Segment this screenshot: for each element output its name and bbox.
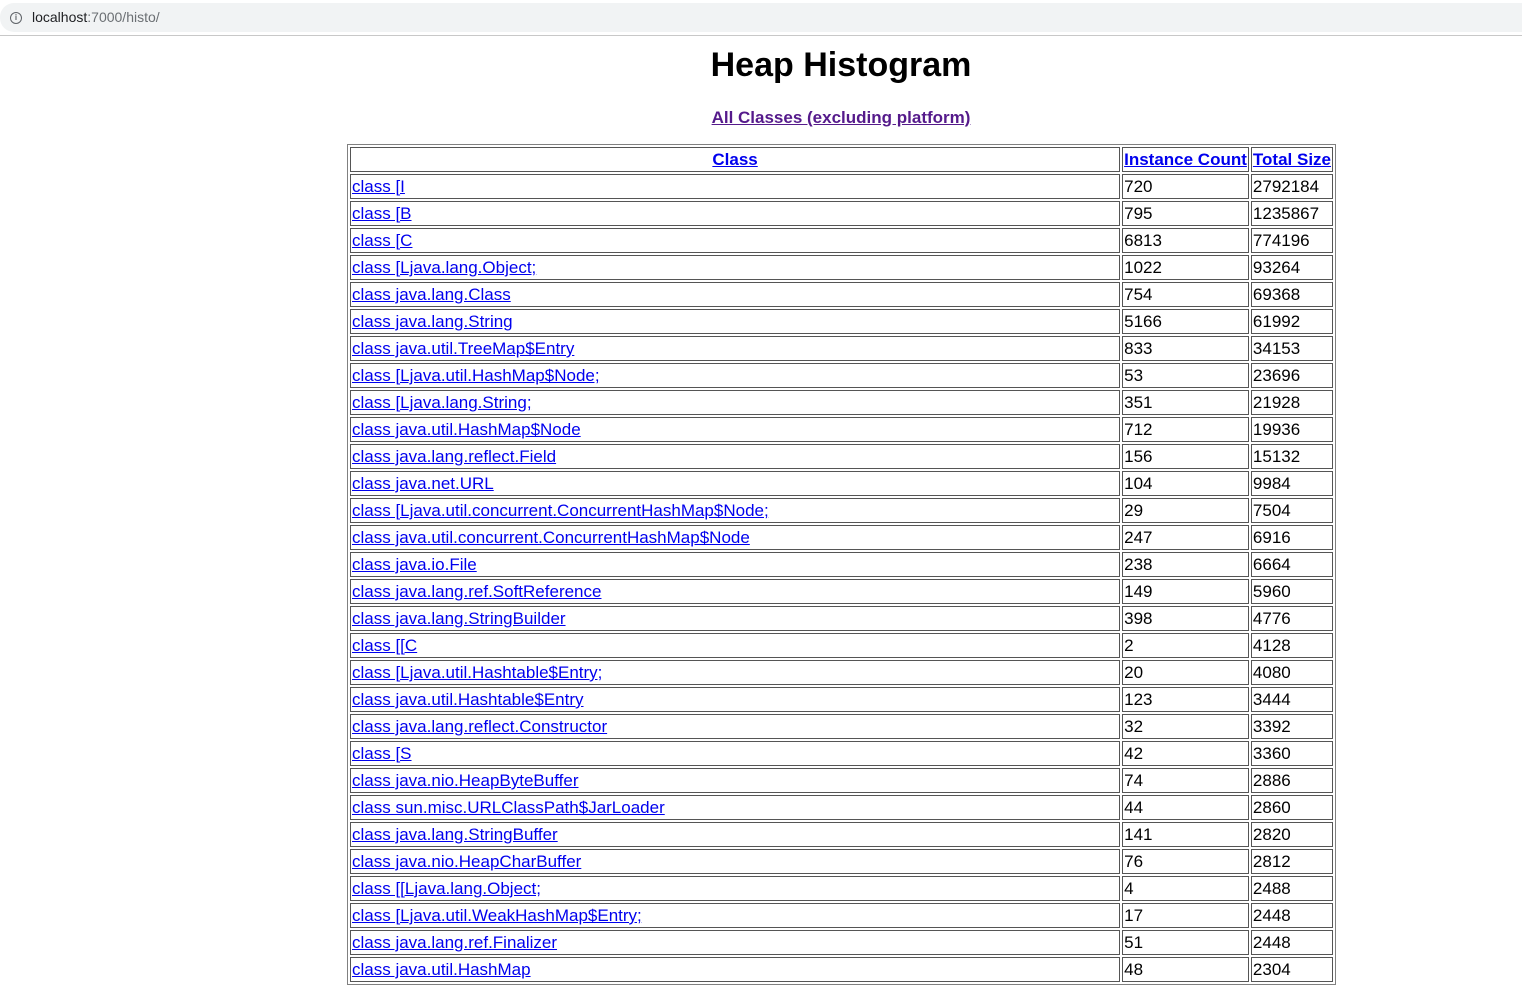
table-row	[350, 525, 1333, 550]
total-size-cell: 6916	[1251, 525, 1333, 550]
class-cell	[350, 363, 1120, 388]
class-cell	[350, 606, 1120, 631]
sort-by-total-size-link[interactable]: Total Size	[1252, 150, 1331, 169]
total-size-cell: 61992	[1251, 309, 1333, 334]
table-row	[350, 336, 1333, 361]
total-size-cell: 19936	[1251, 417, 1333, 442]
instance-count-cell: 4	[1122, 876, 1249, 901]
class-cell	[350, 903, 1120, 928]
instance-count-cell: 17	[1122, 903, 1249, 928]
class-cell	[350, 174, 1120, 199]
class-link[interactable]: class [Ljava.lang.String;	[352, 393, 532, 412]
column-header-instance-count	[1122, 147, 1249, 172]
class-cell	[350, 741, 1120, 766]
class-link[interactable]: class java.util.HashMap$Node	[352, 420, 581, 439]
table-row	[350, 606, 1333, 631]
total-size-cell: 5960	[1251, 579, 1333, 604]
total-size-cell: 34153	[1251, 336, 1333, 361]
class-link[interactable]: class sun.misc.URLClassPath$JarLoader	[352, 798, 665, 817]
table-row	[350, 390, 1333, 415]
browser-address-bar	[0, 0, 1522, 36]
instance-count-cell: 238	[1122, 552, 1249, 577]
instance-count-cell: 712	[1122, 417, 1249, 442]
class-link[interactable]: class java.lang.StringBuilder	[352, 609, 566, 628]
class-link[interactable]: class java.lang.reflect.Constructor	[352, 717, 608, 736]
class-link[interactable]: class java.lang.String	[352, 312, 513, 331]
instance-count-cell: 5166	[1122, 309, 1249, 334]
class-cell	[350, 822, 1120, 847]
class-link[interactable]: class [Ljava.util.HashMap$Node;	[352, 366, 600, 385]
class-link[interactable]: class [C	[352, 231, 413, 250]
instance-count-cell: 29	[1122, 498, 1249, 523]
class-link[interactable]: class java.net.URL	[352, 474, 494, 493]
class-cell	[350, 849, 1120, 874]
instance-count-cell: 44	[1122, 795, 1249, 820]
table-row	[350, 417, 1333, 442]
table-row	[350, 795, 1333, 820]
class-cell	[350, 957, 1120, 982]
class-link[interactable]: class java.lang.ref.SoftReference	[352, 582, 602, 601]
class-cell	[350, 768, 1120, 793]
instance-count-cell: 20	[1122, 660, 1249, 685]
total-size-cell: 3444	[1251, 687, 1333, 712]
table-row	[350, 849, 1333, 874]
table-row	[350, 687, 1333, 712]
instance-count-cell: 156	[1122, 444, 1249, 469]
class-cell	[350, 498, 1120, 523]
class-link[interactable]: class java.util.HashMap	[352, 960, 531, 979]
total-size-cell: 1235867	[1251, 201, 1333, 226]
url-host: localhost	[32, 9, 88, 25]
class-link[interactable]: class [B	[352, 204, 412, 223]
total-size-cell: 6664	[1251, 552, 1333, 577]
table-row	[350, 363, 1333, 388]
class-link[interactable]: class java.lang.Class	[352, 285, 511, 304]
url-path: :7000/histo/	[87, 9, 160, 25]
total-size-cell: 23696	[1251, 363, 1333, 388]
table-row	[350, 930, 1333, 955]
class-cell	[350, 201, 1120, 226]
class-link[interactable]: class java.nio.HeapCharBuffer	[352, 852, 582, 871]
class-link[interactable]: class java.util.TreeMap$Entry	[352, 339, 575, 358]
total-size-cell: 15132	[1251, 444, 1333, 469]
instance-count-cell: 2	[1122, 633, 1249, 658]
total-size-cell: 21928	[1251, 390, 1333, 415]
class-cell	[350, 444, 1120, 469]
class-cell	[350, 714, 1120, 739]
table-row	[350, 552, 1333, 577]
class-cell	[350, 660, 1120, 685]
class-link[interactable]: class [Ljava.lang.Object;	[352, 258, 537, 277]
total-size-cell: 2448	[1251, 903, 1333, 928]
total-size-cell: 3360	[1251, 741, 1333, 766]
instance-count-cell: 141	[1122, 822, 1249, 847]
instance-count-cell: 398	[1122, 606, 1249, 631]
instance-count-cell: 833	[1122, 336, 1249, 361]
class-cell	[350, 255, 1120, 280]
instance-count-cell: 351	[1122, 390, 1249, 415]
class-link[interactable]: class [[C	[352, 636, 418, 655]
class-link[interactable]: class [[Ljava.lang.Object;	[352, 879, 541, 898]
table-row	[350, 309, 1333, 334]
table-row	[350, 660, 1333, 685]
class-cell	[350, 228, 1120, 253]
table-row	[350, 255, 1333, 280]
instance-count-cell: 6813	[1122, 228, 1249, 253]
instance-count-cell: 795	[1122, 201, 1249, 226]
class-cell	[350, 471, 1120, 496]
heap-histogram-table	[347, 144, 1336, 985]
class-link[interactable]: class [I	[352, 177, 405, 196]
class-link[interactable]: class java.lang.ref.Finalizer	[352, 933, 558, 952]
class-link[interactable]: class java.lang.reflect.Field	[352, 447, 557, 466]
class-cell	[350, 552, 1120, 577]
column-header-total-size	[1251, 147, 1333, 172]
table-row	[350, 714, 1333, 739]
table-row	[350, 471, 1333, 496]
total-size-cell: 2792184	[1251, 174, 1333, 199]
table-row	[350, 444, 1333, 469]
table-row	[350, 768, 1333, 793]
table-row	[350, 498, 1333, 523]
class-cell	[350, 309, 1120, 334]
table-header-row	[350, 147, 1333, 172]
table-row	[350, 633, 1333, 658]
instance-count-cell: 74	[1122, 768, 1249, 793]
class-link[interactable]: class [S	[352, 744, 412, 763]
class-cell	[350, 390, 1120, 415]
class-link[interactable]: class java.nio.HeapByteBuffer	[352, 771, 579, 790]
class-link[interactable]: class [Ljava.util.concurrent.ConcurrentHashMap$Node;	[352, 501, 769, 520]
class-cell	[350, 336, 1120, 361]
instance-count-cell: 32	[1122, 714, 1249, 739]
instance-count-cell: 123	[1122, 687, 1249, 712]
sort-by-instance-count-link[interactable]: Instance Count	[1124, 150, 1247, 169]
table-row	[350, 228, 1333, 253]
instance-count-cell: 1022	[1122, 255, 1249, 280]
class-link[interactable]: class java.util.Hashtable$Entry	[352, 690, 584, 709]
instance-count-cell: 51	[1122, 930, 1249, 955]
table-row	[350, 741, 1333, 766]
total-size-cell: 2304	[1251, 957, 1333, 982]
total-size-cell: 4080	[1251, 660, 1333, 685]
class-link[interactable]: class java.util.concurrent.ConcurrentHashMap$Node	[352, 528, 750, 547]
total-size-cell: 2488	[1251, 876, 1333, 901]
table-row	[350, 957, 1333, 982]
instance-count-cell: 104	[1122, 471, 1249, 496]
instance-count-cell: 53	[1122, 363, 1249, 388]
total-size-cell: 93264	[1251, 255, 1333, 280]
class-link[interactable]: class [Ljava.util.Hashtable$Entry;	[352, 663, 603, 682]
info-icon[interactable]: i	[10, 12, 22, 24]
table-row	[350, 282, 1333, 307]
all-classes-excluding-platform-link[interactable]: All Classes (excluding platform)	[711, 108, 971, 127]
page-title: Heap Histogram	[710, 46, 972, 84]
instance-count-cell: 48	[1122, 957, 1249, 982]
instance-count-cell: 247	[1122, 525, 1249, 550]
class-cell	[350, 633, 1120, 658]
instance-count-cell: 149	[1122, 579, 1249, 604]
filter-nav	[0, 108, 1522, 128]
total-size-cell: 4128	[1251, 633, 1333, 658]
total-size-cell: 9984	[1251, 471, 1333, 496]
instance-count-cell: 720	[1122, 174, 1249, 199]
table-row	[350, 876, 1333, 901]
class-cell	[350, 579, 1120, 604]
instance-count-cell: 754	[1122, 282, 1249, 307]
total-size-cell: 774196	[1251, 228, 1333, 253]
class-cell	[350, 876, 1120, 901]
total-size-cell: 2448	[1251, 930, 1333, 955]
class-link[interactable]: class java.io.File	[352, 555, 477, 574]
class-cell	[350, 930, 1120, 955]
url-field[interactable]	[0, 3, 1522, 32]
sort-by-class-link[interactable]: Class	[712, 150, 758, 169]
class-cell	[350, 525, 1120, 550]
url-text[interactable]	[32, 9, 160, 25]
table-row	[350, 174, 1333, 199]
table-row	[350, 822, 1333, 847]
table-body	[350, 174, 1333, 982]
class-cell	[350, 687, 1120, 712]
total-size-cell: 69368	[1251, 282, 1333, 307]
instance-count-cell: 42	[1122, 741, 1249, 766]
class-cell	[350, 282, 1120, 307]
column-header-class	[350, 147, 1120, 172]
class-cell	[350, 795, 1120, 820]
total-size-cell: 2820	[1251, 822, 1333, 847]
table-row	[350, 579, 1333, 604]
total-size-cell: 3392	[1251, 714, 1333, 739]
class-link[interactable]: class java.lang.StringBuffer	[352, 825, 558, 844]
class-link[interactable]: class [Ljava.util.WeakHashMap$Entry;	[352, 906, 642, 925]
table-row	[350, 201, 1333, 226]
table-row	[350, 903, 1333, 928]
class-cell	[350, 417, 1120, 442]
total-size-cell: 2860	[1251, 795, 1333, 820]
total-size-cell: 7504	[1251, 498, 1333, 523]
total-size-cell: 2886	[1251, 768, 1333, 793]
instance-count-cell: 76	[1122, 849, 1249, 874]
total-size-cell: 2812	[1251, 849, 1333, 874]
total-size-cell: 4776	[1251, 606, 1333, 631]
